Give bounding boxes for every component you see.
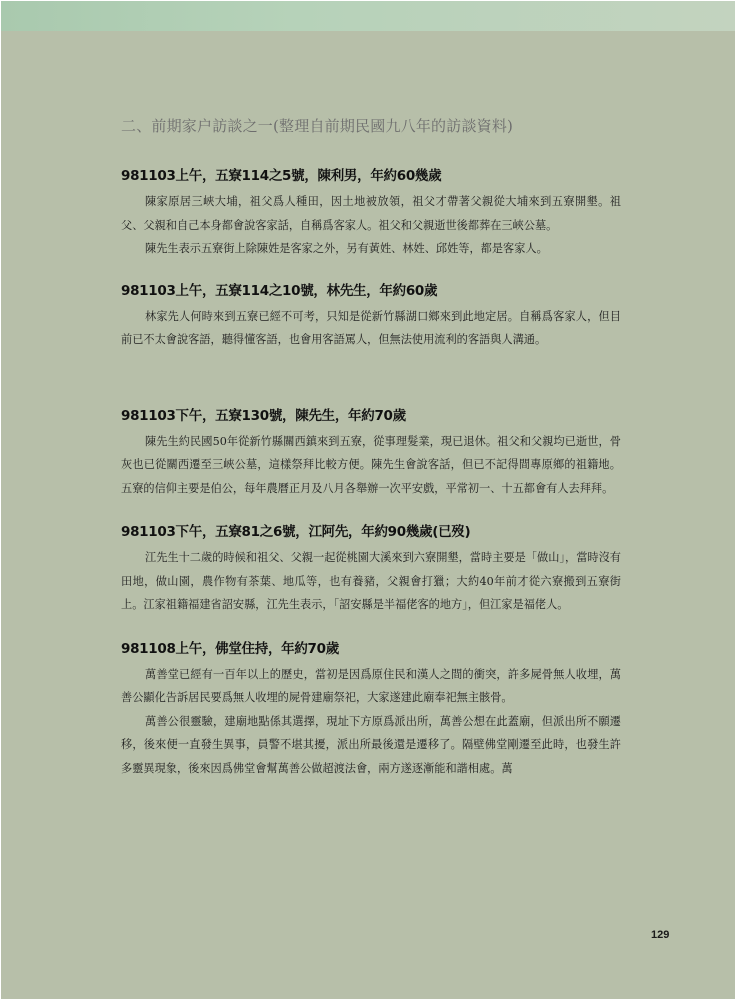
entry-heading: 981103下午，五寮130號，陳先生，年約70歲 (121, 407, 406, 424)
entry-heading: 981103上午，五寮114之10號，林先生，年約60歲 (121, 282, 438, 299)
entry-heading: 981108上午，佛堂住持，年約70歲 (121, 640, 339, 657)
interview-entry-4 (121, 520, 621, 617)
spacer (121, 261, 621, 279)
interview-entry-5 (121, 637, 621, 781)
spacer (121, 617, 621, 637)
entry-heading: 981103下午，五寮81之6號，江阿先，年約90幾歲(已歿) (121, 524, 471, 540)
interview-entry-2 (121, 279, 621, 352)
interview-entry-3 (121, 404, 621, 501)
spacer (121, 500, 621, 520)
spacer (121, 352, 621, 404)
entry-paragraph: 萬善堂已經有一百年以上的歷史，當初是因爲原住民和漢人之間的衝突，許多屍骨無人收埋，萬善公顯化告訴居民要爲無人收埋的屍骨建廟祭祀，大家遂建此廟奉祀無主骸骨。 (121, 667, 621, 704)
page-number: 129 (651, 929, 670, 941)
header-band (1, 1, 735, 31)
section-title: 二、前期家户訪談之一(整理自前期民國九八年的訪談資料) (121, 117, 514, 135)
entry-paragraph: 陳先生表示五寮街上除陳姓是客家之外，另有黃姓、林姓、邱姓等，都是客家人。 (145, 242, 548, 255)
entry-paragraph: 江先生十二歲的時候和祖父、父親一起從桃園大溪來到六寮開墾，當時主要是「做山」，當時沒有田地，做山園，農作物有茶葉、地瓜等，也有養豬，父親會打獵；大約40年前才從六寮搬到五寮街上。江家祖籍福建省詔安縣，江先生表示，「詔安縣是半福佬客的地方」，但江家是福佬人。 (121, 551, 621, 611)
document-page (1, 1, 735, 999)
entry-paragraph: 陳家原居三峽大埔，祖父爲人種田，因土地被放領，祖父才帶著父親從大埔來到五寮開墾。祖父、父親和自己本身都會說客家話，自稱爲客家人。祖父和父親逝世後都葬在三峽公墓。 (121, 195, 621, 232)
page-content (121, 115, 621, 780)
entry-paragraph: 萬善公很靈驗，建廟地點係其選擇，現址下方原爲派出所，萬善公想在此蓋廟，但派出所不願遷移，後來便一直發生異事，員警不堪其擾，派出所最後還是遷移了。隔壁佛堂剛遷至此時，也發生許多靈異現象，後來因爲佛堂會幫萬善公做超渡法會，兩方遂逐漸能和諧相處。萬 (121, 714, 621, 775)
interview-entry-1 (121, 164, 621, 261)
entry-paragraph: 林家先人何時來到五寮已經不可考，只知是從新竹縣湖口鄉來到此地定居。自稱爲客家人，但目前已不太會說客語，聽得懂客語，也會用客語罵人，但無法使用流利的客語與人溝通。 (121, 309, 621, 346)
entry-paragraph: 陳先生約民國50年從新竹縣關西鎮來到五寮，從事理髮業，現已退休。祖父和父親均已逝世，骨灰也已從關西遷至三峽公墓，這樣祭拜比較方便。陳先生會說客話，但已不記得間專原鄉的祖籍地。五寮的信仰主要是伯公，每年農曆正月及八月各舉辦一次平安戲，平常初一、十五都會有人去拜拜。 (121, 434, 621, 495)
entry-heading: 981103上午，五寮114之5號，陳利男，年約60幾歲 (121, 168, 442, 184)
